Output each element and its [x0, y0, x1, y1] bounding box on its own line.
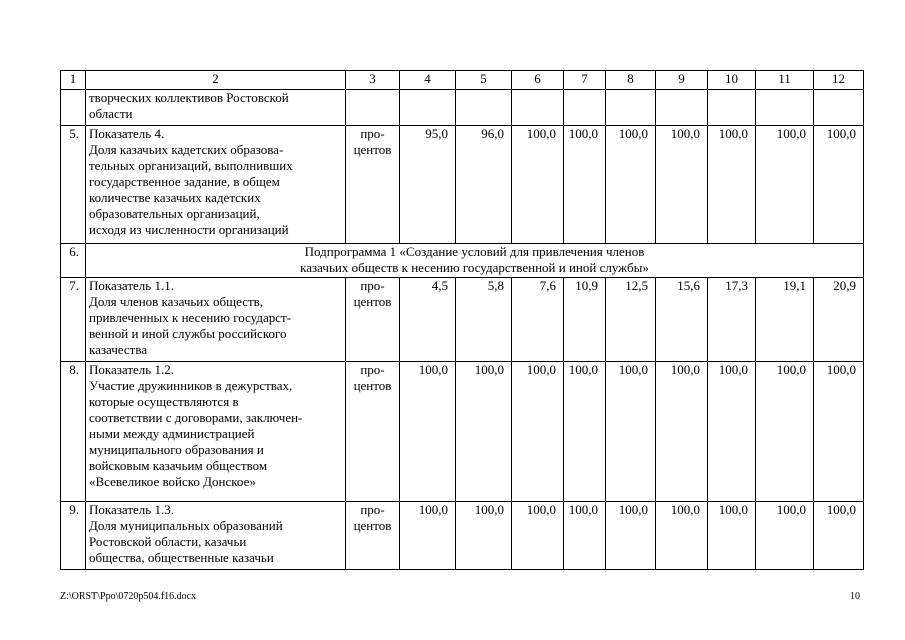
indicator-name-line: муниципального образования и [89, 442, 264, 457]
value-cell: 17,3 [708, 278, 756, 362]
page-number: 10 [850, 591, 860, 602]
unit-line: центов [353, 294, 392, 309]
table-row [61, 126, 864, 244]
row-number: 9. [61, 502, 86, 570]
indicators-table [60, 70, 864, 570]
value-cell [708, 90, 756, 126]
file-path: Z:\ORST\Ppo\0720p504.f16.docx [60, 591, 197, 602]
value-cell: 100,0 [512, 362, 564, 502]
indicator-name-line: Показатель 1.1. [89, 278, 174, 293]
unit-line: центов [353, 378, 392, 393]
value-cell: 100,0 [606, 362, 656, 502]
indicator-name-line: казачества [89, 342, 148, 357]
value-cell: 100,0 [756, 126, 814, 244]
value-cell: 100,0 [814, 126, 864, 244]
value-cell: 100,0 [708, 126, 756, 244]
unit-line: про- [360, 502, 385, 517]
indicator-name [86, 126, 346, 244]
row-number: 6. [61, 244, 86, 278]
table-body [61, 71, 864, 570]
header-cell: 4 [400, 71, 456, 90]
table-row [61, 90, 864, 126]
indicator-name-line: соответствии с договорами, заключен- [89, 410, 303, 425]
value-cell: 7,6 [512, 278, 564, 362]
indicator-name-line: тельных организаций, выполнивших [89, 158, 293, 173]
indicator-name-line: привлеченных к несению государст- [89, 310, 291, 325]
unit-line: про- [360, 126, 385, 141]
unit-cell [346, 502, 400, 570]
subprogram-title [86, 244, 864, 278]
indicator-name-line: исходя из численности организаций [89, 222, 289, 237]
indicator-name-line: войсковым казачьим обществом [89, 458, 268, 473]
indicator-name-line: Доля казачьих кадетских образова- [89, 142, 284, 157]
subprogram-title-line: Подпрограмма 1 «Создание условий для привлечения членов [304, 244, 645, 259]
indicator-name-line: которые осуществляются в [89, 394, 239, 409]
value-cell [400, 90, 456, 126]
value-cell: 4,5 [400, 278, 456, 362]
unit-cell [346, 126, 400, 244]
header-cell: 10 [708, 71, 756, 90]
value-cell: 100,0 [814, 502, 864, 570]
value-cell: 10,9 [564, 278, 606, 362]
value-cell [456, 90, 512, 126]
value-cell: 100,0 [564, 362, 606, 502]
indicator-name [86, 90, 346, 126]
value-cell: 19,1 [756, 278, 814, 362]
value-cell: 100,0 [606, 502, 656, 570]
header-cell: 12 [814, 71, 864, 90]
value-cell: 100,0 [512, 126, 564, 244]
row-number: 5. [61, 126, 86, 244]
indicator-name-line: Доля муниципальных образований [89, 518, 283, 533]
indicator-name-line: Ростовской области, казачьи [89, 534, 247, 549]
header-cell: 9 [656, 71, 708, 90]
indicator-name-line: ными между администрацией [89, 426, 255, 441]
indicator-name-line: Доля членов казачьих обществ, [89, 294, 264, 309]
subprogram-row [61, 244, 864, 278]
indicator-name [86, 278, 346, 362]
value-cell: 100,0 [708, 502, 756, 570]
value-cell: 12,5 [606, 278, 656, 362]
value-cell: 100,0 [708, 362, 756, 502]
unit-cell [346, 90, 400, 126]
value-cell [564, 90, 606, 126]
table-row [61, 278, 864, 362]
value-cell: 95,0 [400, 126, 456, 244]
unit-line: центов [353, 518, 392, 533]
value-cell [512, 90, 564, 126]
indicator-name-line: общества, общественные казачьи [89, 550, 274, 565]
value-cell: 100,0 [456, 502, 512, 570]
header-cell: 5 [456, 71, 512, 90]
value-cell [756, 90, 814, 126]
indicator-name-line: области [89, 106, 133, 121]
value-cell: 100,0 [656, 362, 708, 502]
row-number: 8. [61, 362, 86, 502]
value-cell: 100,0 [756, 502, 814, 570]
indicator-name-line: Показатель 1.3. [89, 502, 174, 517]
value-cell: 15,6 [656, 278, 708, 362]
unit-line: про- [360, 278, 385, 293]
unit-line: центов [353, 142, 392, 157]
value-cell: 100,0 [400, 502, 456, 570]
value-cell: 100,0 [814, 362, 864, 502]
value-cell [606, 90, 656, 126]
value-cell: 100,0 [512, 502, 564, 570]
header-cell: 2 [86, 71, 346, 90]
value-cell [656, 90, 708, 126]
header-cell: 7 [564, 71, 606, 90]
indicator-name-line: количестве казачьих кадетских [89, 190, 261, 205]
indicator-name-line: творческих коллективов Ростовской [89, 90, 289, 105]
value-cell: 100,0 [456, 362, 512, 502]
table-row [61, 502, 864, 570]
header-cell: 1 [61, 71, 86, 90]
row-number: 7. [61, 278, 86, 362]
value-cell: 20,9 [814, 278, 864, 362]
subprogram-title-line: казачьих обществ к несению государственной и иной службы» [300, 260, 649, 275]
indicator-name [86, 502, 346, 570]
row-number [61, 90, 86, 126]
value-cell: 100,0 [656, 126, 708, 244]
header-cell: 11 [756, 71, 814, 90]
indicator-name-line: государственное задание, в общем [89, 174, 280, 189]
indicator-name-line: Показатель 4. [89, 126, 165, 141]
value-cell: 100,0 [756, 362, 814, 502]
unit-line: про- [360, 362, 385, 377]
indicator-name [86, 362, 346, 502]
value-cell: 100,0 [400, 362, 456, 502]
value-cell: 96,0 [456, 126, 512, 244]
indicator-name-line: образовательных организаций, [89, 206, 260, 221]
unit-cell [346, 278, 400, 362]
indicator-name-line: Показатель 1.2. [89, 362, 174, 377]
value-cell: 5,8 [456, 278, 512, 362]
value-cell: 100,0 [656, 502, 708, 570]
header-row [61, 71, 864, 90]
header-cell: 8 [606, 71, 656, 90]
indicator-name-line: венной и иной службы российского [89, 326, 287, 341]
value-cell: 100,0 [564, 126, 606, 244]
indicator-name-line: «Всевеликое войско Донское» [89, 474, 256, 489]
value-cell: 100,0 [564, 502, 606, 570]
indicator-name-line: Участие дружинников в дежурствах, [89, 378, 293, 393]
value-cell [814, 90, 864, 126]
header-cell: 6 [512, 71, 564, 90]
header-cell: 3 [346, 71, 400, 90]
unit-cell [346, 362, 400, 502]
table-row [61, 362, 864, 502]
value-cell: 100,0 [606, 126, 656, 244]
